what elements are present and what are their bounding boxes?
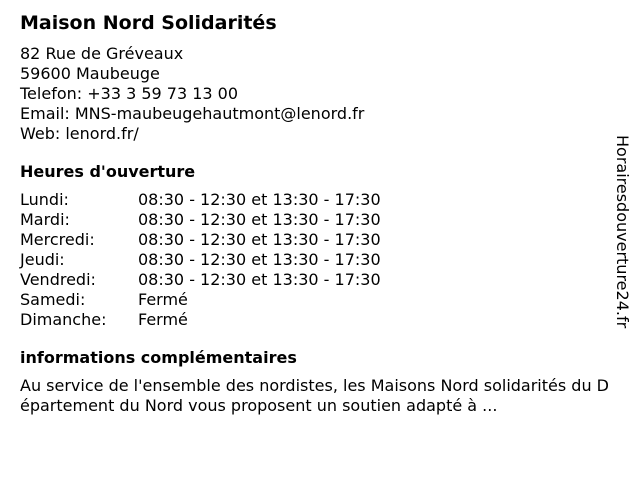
day-label: Samedi: [20,290,86,309]
day-hours: 08:30 - 12:30 et 13:30 - 17:30 [138,270,381,289]
contact-block [20,44,610,144]
day-label: Dimanche: [20,310,107,329]
day-hours: 08:30 - 12:30 et 13:30 - 17:30 [138,190,381,209]
day-label: Mercredi: [20,230,95,249]
hours-row-saturday [20,290,610,310]
day-hours: Fermé [138,310,188,329]
additional-info-heading: informations complémentaires [20,348,297,367]
page-title: Maison Nord Solidarités [20,12,277,34]
city-address: 59600 Maubeuge [20,64,160,83]
hours-row-tuesday [20,210,610,230]
day-hours: Fermé [138,290,188,309]
opening-hours-table [20,190,610,330]
listing-card [20,8,610,416]
phone-number: Telefon: +33 3 59 73 13 00 [20,84,239,103]
day-hours: 08:30 - 12:30 et 13:30 - 17:30 [138,230,381,249]
day-label: Mardi: [20,210,70,229]
website-link: Web: lenord.fr/ [20,124,139,143]
opening-hours-heading: Heures d'ouverture [20,162,196,181]
day-hours: 08:30 - 12:30 et 13:30 - 17:30 [138,250,381,269]
hours-row-monday [20,190,610,210]
day-label: Lundi: [20,190,69,209]
hours-row-thursday [20,250,610,270]
site-watermark: Horairesdouverture24.fr [613,135,632,329]
email-address: Email: MNS-maubeugehautmont@lenord.fr [20,104,365,123]
additional-info-text: Au service de l'ensemble des nordistes, les Maisons Nord solidarités du Département du Nord vous proposent un soutien adapté à ... [20,376,609,415]
hours-row-friday [20,270,610,290]
street-address: 82 Rue de Gréveaux [20,44,184,63]
day-label: Vendredi: [20,270,96,289]
hours-row-sunday [20,310,610,330]
day-label: Jeudi: [20,250,65,269]
day-hours: 08:30 - 12:30 et 13:30 - 17:30 [138,210,381,229]
hours-row-wednesday [20,230,610,250]
